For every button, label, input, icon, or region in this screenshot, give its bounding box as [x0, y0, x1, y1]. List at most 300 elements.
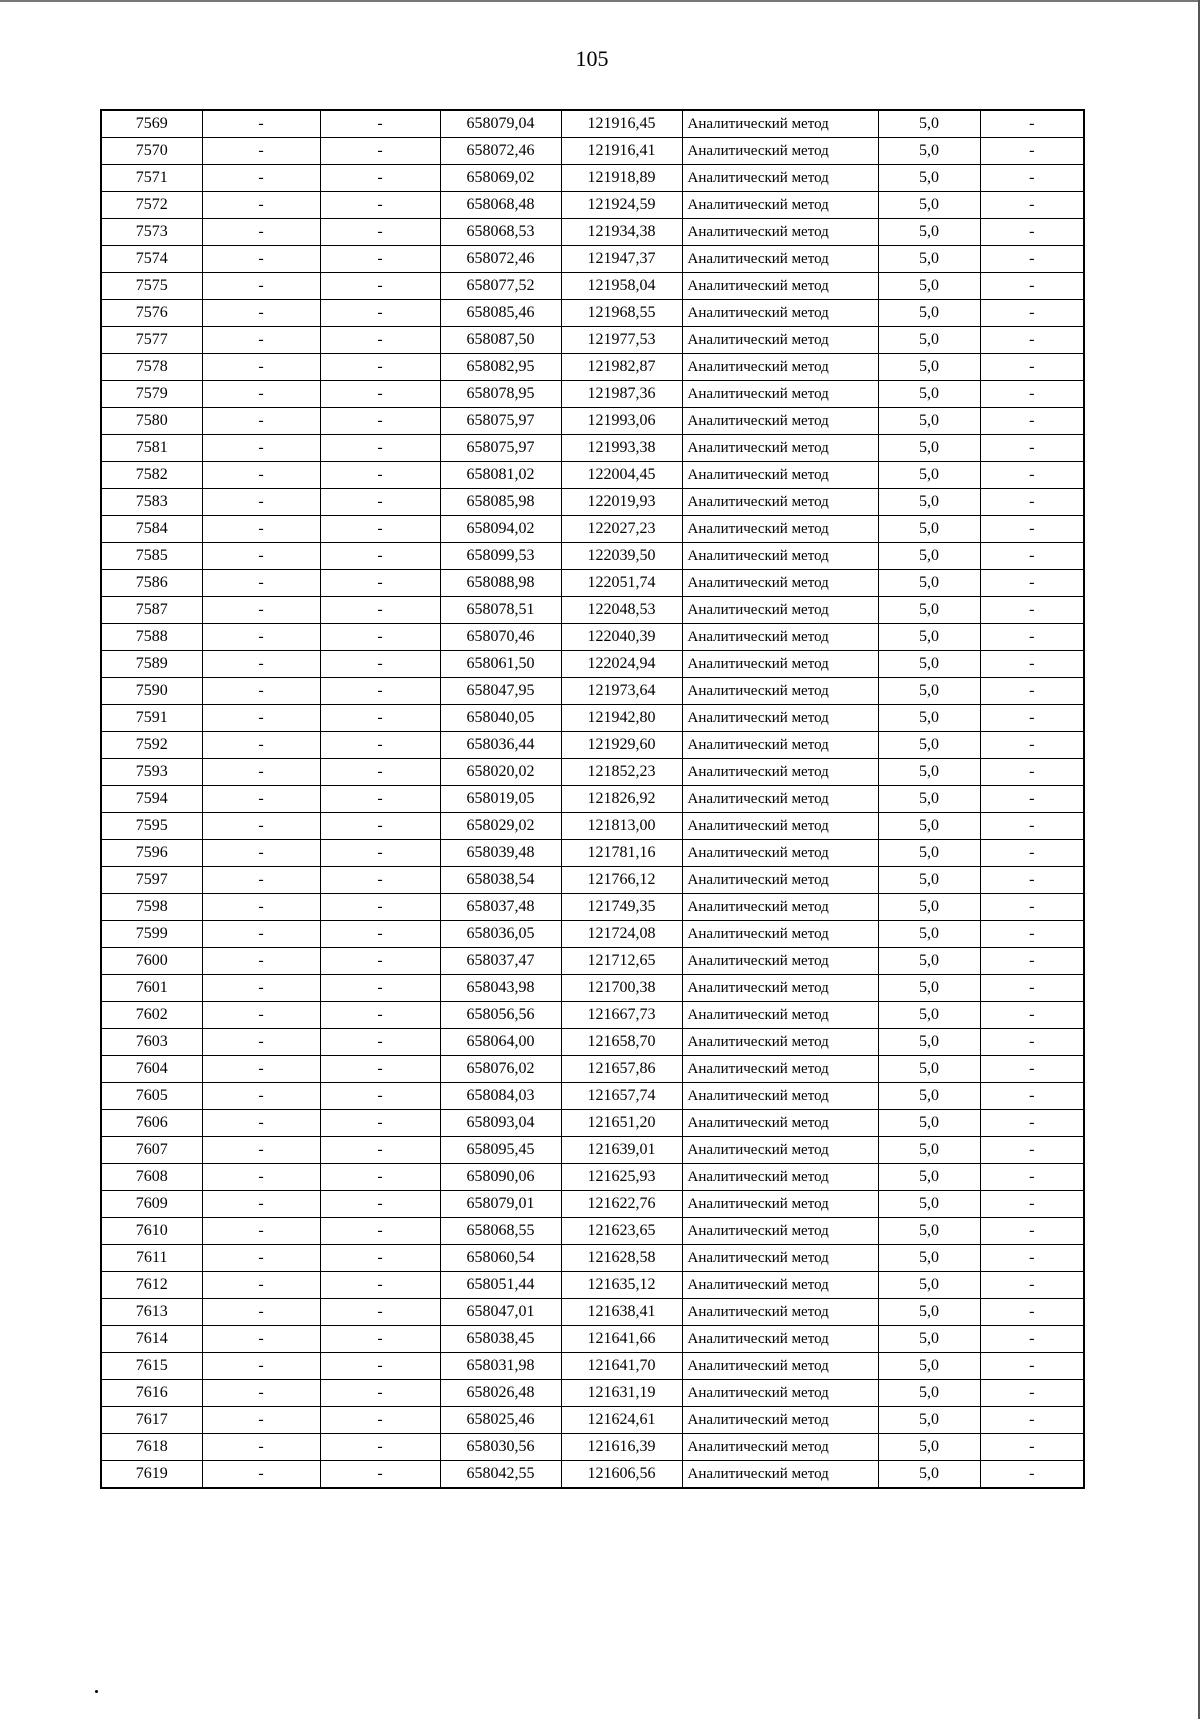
method-cell: Аналитический метод	[682, 1380, 878, 1407]
table-row	[101, 1299, 1084, 1326]
point-number-cell: 7580	[101, 408, 202, 435]
description-cell: -	[980, 786, 1084, 813]
x-coordinate-cell: 658069,02	[440, 165, 561, 192]
method-cell: Аналитический метод	[682, 651, 878, 678]
empty-y-cell: -	[320, 192, 440, 219]
accuracy-cell: 5,0	[878, 1434, 980, 1461]
table-row	[101, 867, 1084, 894]
description-cell: -	[980, 948, 1084, 975]
y-coordinate-cell: 121616,39	[561, 1434, 682, 1461]
y-coordinate-cell: 121657,74	[561, 1083, 682, 1110]
point-number-cell: 7619	[101, 1461, 202, 1489]
empty-x-cell: -	[202, 1461, 320, 1489]
x-coordinate-cell: 658036,05	[440, 921, 561, 948]
x-coordinate-cell: 658056,56	[440, 1002, 561, 1029]
point-number-cell: 7578	[101, 354, 202, 381]
method-cell: Аналитический метод	[682, 732, 878, 759]
point-number-cell: 7618	[101, 1434, 202, 1461]
empty-y-cell: -	[320, 489, 440, 516]
table-row	[101, 1218, 1084, 1245]
y-coordinate-cell: 121628,58	[561, 1245, 682, 1272]
table-row	[101, 489, 1084, 516]
point-number-cell: 7600	[101, 948, 202, 975]
x-coordinate-cell: 658020,02	[440, 759, 561, 786]
method-cell: Аналитический метод	[682, 1434, 878, 1461]
y-coordinate-cell: 121977,53	[561, 327, 682, 354]
empty-x-cell: -	[202, 489, 320, 516]
point-number-cell: 7607	[101, 1137, 202, 1164]
table-row	[101, 516, 1084, 543]
empty-x-cell: -	[202, 894, 320, 921]
empty-y-cell: -	[320, 246, 440, 273]
empty-x-cell: -	[202, 813, 320, 840]
x-coordinate-cell: 658068,48	[440, 192, 561, 219]
x-coordinate-cell: 658087,50	[440, 327, 561, 354]
accuracy-cell: 5,0	[878, 678, 980, 705]
x-coordinate-cell: 658037,47	[440, 948, 561, 975]
table-row	[101, 813, 1084, 840]
empty-x-cell: -	[202, 1380, 320, 1407]
table-row	[101, 138, 1084, 165]
accuracy-cell: 5,0	[878, 1191, 980, 1218]
method-cell: Аналитический метод	[682, 1326, 878, 1353]
y-coordinate-cell: 121993,06	[561, 408, 682, 435]
empty-y-cell: -	[320, 219, 440, 246]
point-number-cell: 7599	[101, 921, 202, 948]
method-cell: Аналитический метод	[682, 381, 878, 408]
x-coordinate-cell: 658079,01	[440, 1191, 561, 1218]
table-row	[101, 1407, 1084, 1434]
empty-y-cell: -	[320, 1299, 440, 1326]
empty-x-cell: -	[202, 975, 320, 1002]
description-cell: -	[980, 1407, 1084, 1434]
accuracy-cell: 5,0	[878, 1164, 980, 1191]
x-coordinate-cell: 658068,53	[440, 219, 561, 246]
description-cell: -	[980, 489, 1084, 516]
table-row	[101, 327, 1084, 354]
empty-y-cell: -	[320, 678, 440, 705]
empty-x-cell: -	[202, 1002, 320, 1029]
method-cell: Аналитический метод	[682, 705, 878, 732]
empty-x-cell: -	[202, 597, 320, 624]
description-cell: -	[980, 813, 1084, 840]
empty-y-cell: -	[320, 138, 440, 165]
empty-x-cell: -	[202, 354, 320, 381]
accuracy-cell: 5,0	[878, 975, 980, 1002]
empty-x-cell: -	[202, 1245, 320, 1272]
method-cell: Аналитический метод	[682, 948, 878, 975]
accuracy-cell: 5,0	[878, 1380, 980, 1407]
description-cell: -	[980, 1191, 1084, 1218]
empty-y-cell: -	[320, 327, 440, 354]
accuracy-cell: 5,0	[878, 948, 980, 975]
description-cell: -	[980, 1326, 1084, 1353]
y-coordinate-cell: 121987,36	[561, 381, 682, 408]
accuracy-cell: 5,0	[878, 381, 980, 408]
y-coordinate-cell: 121631,19	[561, 1380, 682, 1407]
y-coordinate-cell: 121968,55	[561, 300, 682, 327]
description-cell: -	[980, 1164, 1084, 1191]
y-coordinate-cell: 121638,41	[561, 1299, 682, 1326]
description-cell: -	[980, 921, 1084, 948]
empty-y-cell: -	[320, 543, 440, 570]
method-cell: Аналитический метод	[682, 786, 878, 813]
table-row	[101, 1002, 1084, 1029]
y-coordinate-cell: 122039,50	[561, 543, 682, 570]
table-row	[101, 570, 1084, 597]
empty-y-cell: -	[320, 921, 440, 948]
empty-y-cell: -	[320, 732, 440, 759]
table-row	[101, 408, 1084, 435]
point-number-cell: 7570	[101, 138, 202, 165]
y-coordinate-cell: 121700,38	[561, 975, 682, 1002]
accuracy-cell: 5,0	[878, 489, 980, 516]
accuracy-cell: 5,0	[878, 192, 980, 219]
x-coordinate-cell: 658072,46	[440, 246, 561, 273]
x-coordinate-cell: 658078,51	[440, 597, 561, 624]
y-coordinate-cell: 121924,59	[561, 192, 682, 219]
x-coordinate-cell: 658043,98	[440, 975, 561, 1002]
point-number-cell: 7588	[101, 624, 202, 651]
y-coordinate-cell: 121958,04	[561, 273, 682, 300]
method-cell: Аналитический метод	[682, 570, 878, 597]
accuracy-cell: 5,0	[878, 273, 980, 300]
table-row	[101, 651, 1084, 678]
table-row	[101, 678, 1084, 705]
empty-y-cell: -	[320, 705, 440, 732]
description-cell: -	[980, 327, 1084, 354]
y-coordinate-cell: 121781,16	[561, 840, 682, 867]
accuracy-cell: 5,0	[878, 110, 980, 138]
empty-y-cell: -	[320, 624, 440, 651]
accuracy-cell: 5,0	[878, 1056, 980, 1083]
x-coordinate-cell: 658070,46	[440, 624, 561, 651]
empty-x-cell: -	[202, 138, 320, 165]
empty-x-cell: -	[202, 705, 320, 732]
method-cell: Аналитический метод	[682, 1191, 878, 1218]
x-coordinate-cell: 658081,02	[440, 462, 561, 489]
empty-x-cell: -	[202, 1326, 320, 1353]
empty-y-cell: -	[320, 1353, 440, 1380]
accuracy-cell: 5,0	[878, 894, 980, 921]
x-coordinate-cell: 658090,06	[440, 1164, 561, 1191]
accuracy-cell: 5,0	[878, 597, 980, 624]
point-number-cell: 7617	[101, 1407, 202, 1434]
empty-x-cell: -	[202, 570, 320, 597]
description-cell: -	[980, 1245, 1084, 1272]
empty-x-cell: -	[202, 246, 320, 273]
x-coordinate-cell: 658061,50	[440, 651, 561, 678]
empty-y-cell: -	[320, 975, 440, 1002]
point-number-cell: 7577	[101, 327, 202, 354]
empty-x-cell: -	[202, 624, 320, 651]
description-cell: -	[980, 246, 1084, 273]
empty-x-cell: -	[202, 462, 320, 489]
x-coordinate-cell: 658060,54	[440, 1245, 561, 1272]
y-coordinate-cell: 121641,70	[561, 1353, 682, 1380]
empty-y-cell: -	[320, 813, 440, 840]
empty-x-cell: -	[202, 165, 320, 192]
method-cell: Аналитический метод	[682, 1353, 878, 1380]
empty-x-cell: -	[202, 759, 320, 786]
x-coordinate-cell: 658047,95	[440, 678, 561, 705]
accuracy-cell: 5,0	[878, 624, 980, 651]
point-number-cell: 7613	[101, 1299, 202, 1326]
empty-y-cell: -	[320, 1137, 440, 1164]
y-coordinate-cell: 121993,38	[561, 435, 682, 462]
empty-x-cell: -	[202, 921, 320, 948]
description-cell: -	[980, 840, 1084, 867]
empty-x-cell: -	[202, 1353, 320, 1380]
x-coordinate-cell: 658025,46	[440, 1407, 561, 1434]
table-row	[101, 840, 1084, 867]
point-number-cell: 7609	[101, 1191, 202, 1218]
page-number: 105	[575, 46, 609, 71]
y-coordinate-cell: 121623,65	[561, 1218, 682, 1245]
accuracy-cell: 5,0	[878, 1218, 980, 1245]
table-row	[101, 624, 1084, 651]
table-row	[101, 1056, 1084, 1083]
accuracy-cell: 5,0	[878, 1245, 980, 1272]
method-cell: Аналитический метод	[682, 1164, 878, 1191]
table-row	[101, 165, 1084, 192]
point-number-cell: 7595	[101, 813, 202, 840]
description-cell: -	[980, 354, 1084, 381]
y-coordinate-cell: 121622,76	[561, 1191, 682, 1218]
empty-x-cell: -	[202, 219, 320, 246]
method-cell: Аналитический метод	[682, 759, 878, 786]
point-number-cell: 7596	[101, 840, 202, 867]
x-coordinate-cell: 658078,95	[440, 381, 561, 408]
x-coordinate-cell: 658031,98	[440, 1353, 561, 1380]
point-number-cell: 7584	[101, 516, 202, 543]
point-number-cell: 7576	[101, 300, 202, 327]
empty-x-cell: -	[202, 273, 320, 300]
y-coordinate-cell: 121947,37	[561, 246, 682, 273]
x-coordinate-cell: 658039,48	[440, 840, 561, 867]
table-row	[101, 219, 1084, 246]
accuracy-cell: 5,0	[878, 759, 980, 786]
page-edge-top	[0, 0, 1200, 2]
accuracy-cell: 5,0	[878, 1137, 980, 1164]
method-cell: Аналитический метод	[682, 678, 878, 705]
accuracy-cell: 5,0	[878, 327, 980, 354]
accuracy-cell: 5,0	[878, 1029, 980, 1056]
empty-y-cell: -	[320, 1407, 440, 1434]
point-number-cell: 7575	[101, 273, 202, 300]
description-cell: -	[980, 435, 1084, 462]
y-coordinate-cell: 122048,53	[561, 597, 682, 624]
point-number-cell: 7574	[101, 246, 202, 273]
point-number-cell: 7603	[101, 1029, 202, 1056]
accuracy-cell: 5,0	[878, 435, 980, 462]
empty-y-cell: -	[320, 1110, 440, 1137]
point-number-cell: 7605	[101, 1083, 202, 1110]
method-cell: Аналитический метод	[682, 110, 878, 138]
y-coordinate-cell: 122040,39	[561, 624, 682, 651]
method-cell: Аналитический метод	[682, 516, 878, 543]
point-number-cell: 7601	[101, 975, 202, 1002]
empty-y-cell: -	[320, 1245, 440, 1272]
accuracy-cell: 5,0	[878, 705, 980, 732]
y-coordinate-cell: 121766,12	[561, 867, 682, 894]
empty-x-cell: -	[202, 1218, 320, 1245]
y-coordinate-cell: 122051,74	[561, 570, 682, 597]
accuracy-cell: 5,0	[878, 408, 980, 435]
empty-y-cell: -	[320, 1191, 440, 1218]
table-row	[101, 1434, 1084, 1461]
coordinates-table	[100, 109, 1085, 1489]
x-coordinate-cell: 658029,02	[440, 813, 561, 840]
x-coordinate-cell: 658082,95	[440, 354, 561, 381]
table-row	[101, 921, 1084, 948]
description-cell: -	[980, 1434, 1084, 1461]
empty-x-cell: -	[202, 516, 320, 543]
coordinates-table-body	[101, 110, 1084, 1488]
method-cell: Аналитический метод	[682, 462, 878, 489]
empty-x-cell: -	[202, 1137, 320, 1164]
table-row	[101, 732, 1084, 759]
accuracy-cell: 5,0	[878, 1002, 980, 1029]
accuracy-cell: 5,0	[878, 1461, 980, 1489]
description-cell: -	[980, 624, 1084, 651]
point-number-cell: 7610	[101, 1218, 202, 1245]
description-cell: -	[980, 1299, 1084, 1326]
x-coordinate-cell: 658037,48	[440, 894, 561, 921]
point-number-cell: 7590	[101, 678, 202, 705]
description-cell: -	[980, 894, 1084, 921]
point-number-cell: 7583	[101, 489, 202, 516]
accuracy-cell: 5,0	[878, 840, 980, 867]
method-cell: Аналитический метод	[682, 1083, 878, 1110]
y-coordinate-cell: 121658,70	[561, 1029, 682, 1056]
method-cell: Аналитический метод	[682, 597, 878, 624]
y-coordinate-cell: 122019,93	[561, 489, 682, 516]
description-cell: -	[980, 1029, 1084, 1056]
y-coordinate-cell: 121852,23	[561, 759, 682, 786]
point-number-cell: 7591	[101, 705, 202, 732]
x-coordinate-cell: 658038,45	[440, 1326, 561, 1353]
description-cell: -	[980, 759, 1084, 786]
empty-y-cell: -	[320, 1164, 440, 1191]
empty-x-cell: -	[202, 1299, 320, 1326]
x-coordinate-cell: 658019,05	[440, 786, 561, 813]
description-cell: -	[980, 732, 1084, 759]
y-coordinate-cell: 121916,41	[561, 138, 682, 165]
point-number-cell: 7606	[101, 1110, 202, 1137]
empty-y-cell: -	[320, 1218, 440, 1245]
empty-y-cell: -	[320, 1461, 440, 1489]
empty-x-cell: -	[202, 1110, 320, 1137]
empty-x-cell: -	[202, 408, 320, 435]
method-cell: Аналитический метод	[682, 1056, 878, 1083]
description-cell: -	[980, 570, 1084, 597]
description-cell: -	[980, 1110, 1084, 1137]
description-cell: -	[980, 678, 1084, 705]
description-cell: -	[980, 1218, 1084, 1245]
empty-y-cell: -	[320, 948, 440, 975]
description-cell: -	[980, 165, 1084, 192]
table-row	[101, 705, 1084, 732]
point-number-cell: 7612	[101, 1272, 202, 1299]
table-row	[101, 462, 1084, 489]
empty-x-cell: -	[202, 381, 320, 408]
empty-y-cell: -	[320, 300, 440, 327]
empty-x-cell: -	[202, 678, 320, 705]
method-cell: Аналитический метод	[682, 867, 878, 894]
method-cell: Аналитический метод	[682, 165, 878, 192]
x-coordinate-cell: 658040,05	[440, 705, 561, 732]
table-row	[101, 192, 1084, 219]
empty-x-cell: -	[202, 786, 320, 813]
empty-x-cell: -	[202, 1434, 320, 1461]
empty-x-cell: -	[202, 327, 320, 354]
method-cell: Аналитический метод	[682, 1299, 878, 1326]
description-cell: -	[980, 219, 1084, 246]
y-coordinate-cell: 121624,61	[561, 1407, 682, 1434]
description-cell: -	[980, 1002, 1084, 1029]
point-number-cell: 7614	[101, 1326, 202, 1353]
y-coordinate-cell: 121639,01	[561, 1137, 682, 1164]
point-number-cell: 7585	[101, 543, 202, 570]
point-number-cell: 7616	[101, 1380, 202, 1407]
empty-x-cell: -	[202, 1164, 320, 1191]
accuracy-cell: 5,0	[878, 813, 980, 840]
description-cell: -	[980, 1272, 1084, 1299]
empty-x-cell: -	[202, 1407, 320, 1434]
method-cell: Аналитический метод	[682, 1137, 878, 1164]
description-cell: -	[980, 381, 1084, 408]
empty-y-cell: -	[320, 597, 440, 624]
x-coordinate-cell: 658093,04	[440, 1110, 561, 1137]
point-number-cell: 7611	[101, 1245, 202, 1272]
method-cell: Аналитический метод	[682, 1461, 878, 1489]
empty-x-cell: -	[202, 1191, 320, 1218]
accuracy-cell: 5,0	[878, 246, 980, 273]
table-row	[101, 273, 1084, 300]
scan-speck	[95, 1690, 98, 1693]
method-cell: Аналитический метод	[682, 435, 878, 462]
table-row	[101, 1110, 1084, 1137]
table-row	[101, 759, 1084, 786]
empty-y-cell: -	[320, 516, 440, 543]
description-cell: -	[980, 1380, 1084, 1407]
y-coordinate-cell: 122027,23	[561, 516, 682, 543]
accuracy-cell: 5,0	[878, 165, 980, 192]
empty-y-cell: -	[320, 381, 440, 408]
y-coordinate-cell: 121826,92	[561, 786, 682, 813]
method-cell: Аналитический метод	[682, 1272, 878, 1299]
empty-x-cell: -	[202, 1083, 320, 1110]
empty-y-cell: -	[320, 1002, 440, 1029]
x-coordinate-cell: 658088,98	[440, 570, 561, 597]
accuracy-cell: 5,0	[878, 138, 980, 165]
point-number-cell: 7586	[101, 570, 202, 597]
table-row	[101, 786, 1084, 813]
empty-y-cell: -	[320, 1380, 440, 1407]
table-row	[101, 300, 1084, 327]
x-coordinate-cell: 658047,01	[440, 1299, 561, 1326]
table-row	[101, 894, 1084, 921]
table-row	[101, 948, 1084, 975]
empty-y-cell: -	[320, 165, 440, 192]
method-cell: Аналитический метод	[682, 192, 878, 219]
method-cell: Аналитический метод	[682, 246, 878, 273]
accuracy-cell: 5,0	[878, 1326, 980, 1353]
empty-y-cell: -	[320, 462, 440, 489]
accuracy-cell: 5,0	[878, 300, 980, 327]
y-coordinate-cell: 121657,86	[561, 1056, 682, 1083]
